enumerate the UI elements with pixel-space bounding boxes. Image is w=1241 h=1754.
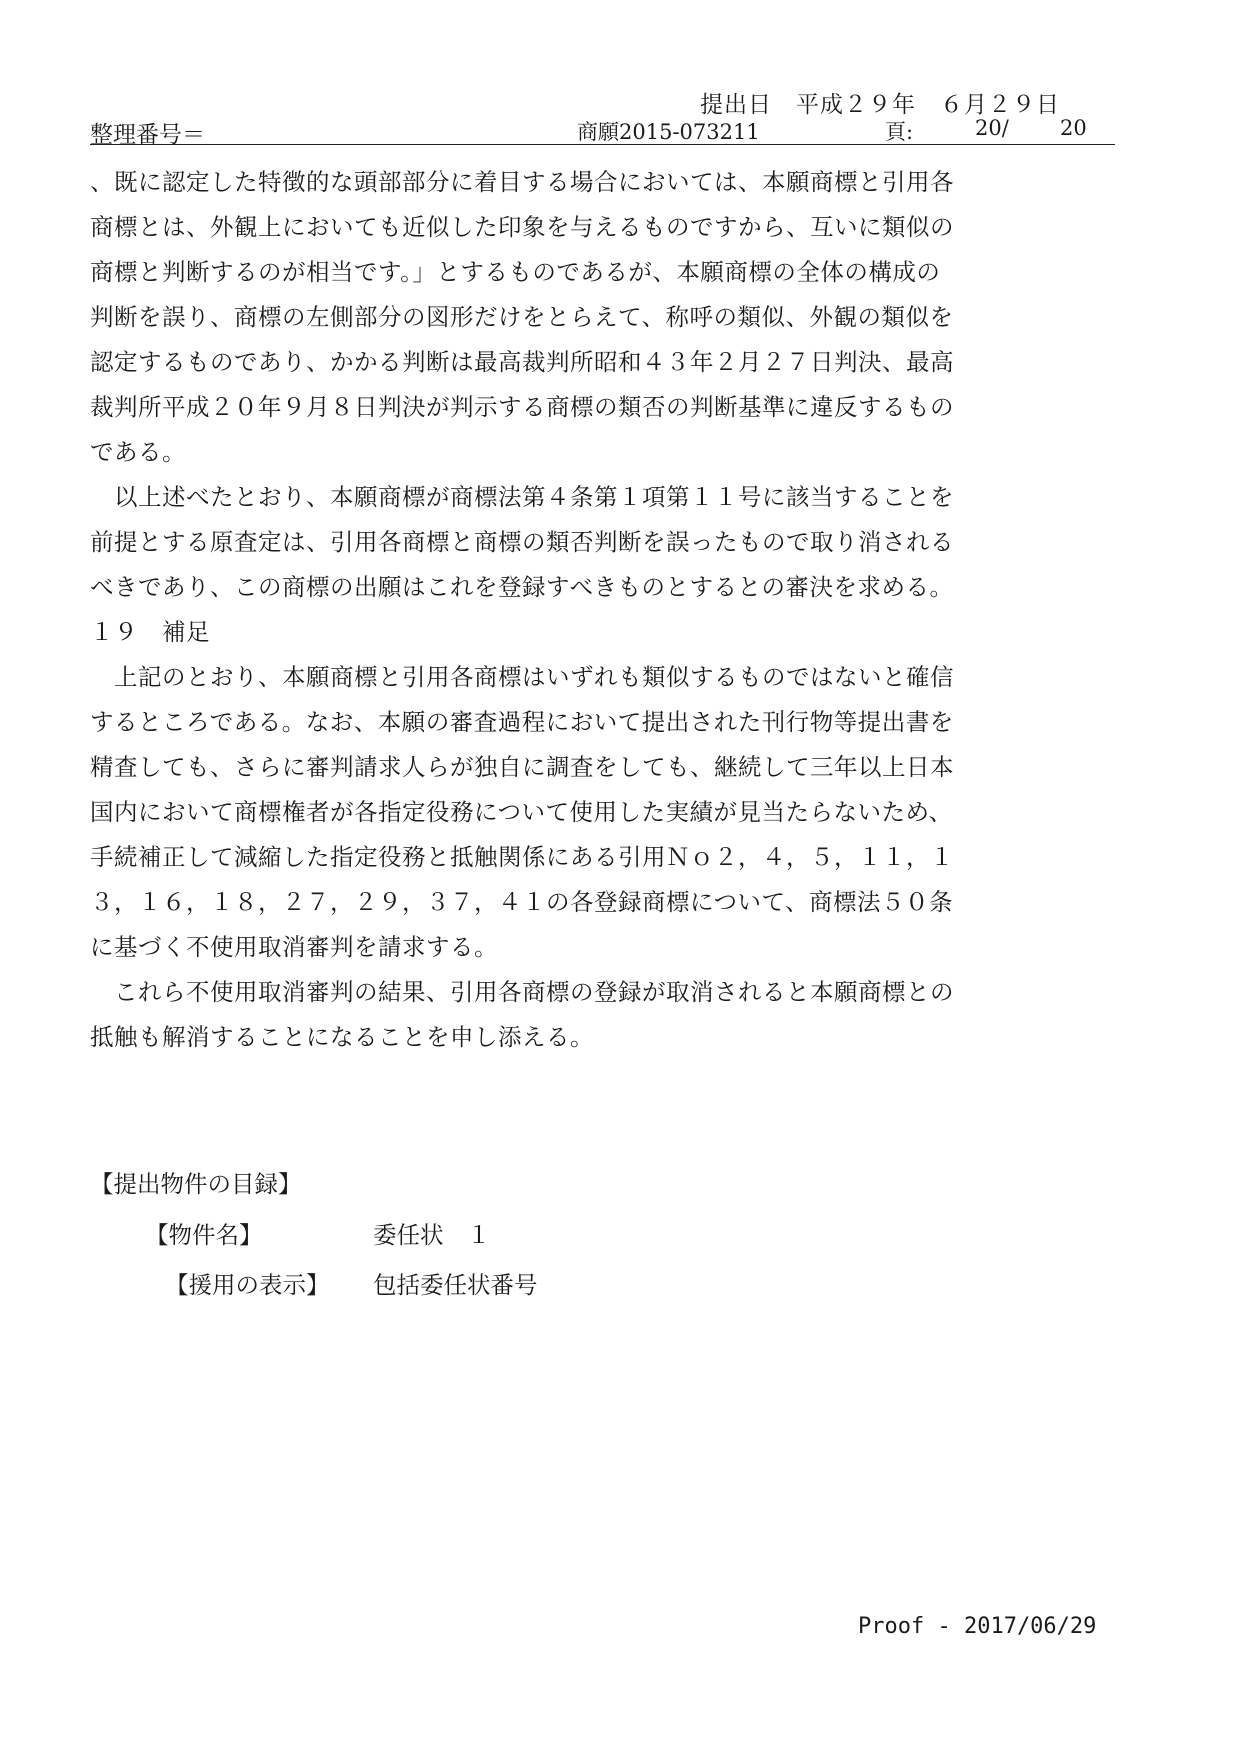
body-line: に基づく不使用取消審判を請求する。 [90, 933, 498, 961]
body-line: 判断を誤り、商標の左側部分の図形だけをとらえて、称呼の類似、外観の類似を [90, 303, 954, 331]
attachments-heading: 【提出物件の目録】 [90, 1170, 302, 1198]
body-line: 国内において商標権者が各指定役務について使用した実績が見当たらないため、 [90, 798, 953, 826]
body-line: 、既に認定した特徴的な頭部部分に着目する場合においては、本願商標と引用各 [90, 168, 954, 196]
proof-footer: Proof - 2017/06/29 [858, 1614, 1097, 1639]
body-line: 以上述べたとおり、本願商標が商標法第４条第１項第１１号に該当することを [90, 483, 954, 511]
page-current: 20/ [975, 116, 1009, 140]
item-name-label: 【物件名】 [145, 1221, 263, 1249]
body-line: 手続補正して減縮した指定役務と抵触関係にある引用Ｎｏ２，４，５，１１，１ [90, 843, 954, 871]
section-heading: １９ 補足 [90, 618, 210, 646]
reference-value: 包括委任状番号 [373, 1271, 538, 1299]
application-number: 商願2015-073211 [577, 120, 760, 144]
header-row [90, 116, 1115, 148]
page-label: 頁: [885, 120, 914, 144]
body-line: 商標とは、外観上においても近似した印象を与えるものですから、互いに類似の [90, 213, 954, 241]
body-line: 抵触も解消することになることを申し添える。 [90, 1023, 594, 1051]
body-line: するところである。なお、本願の審査過程において提出された刊行物等提出書を [90, 708, 954, 736]
body-line: 裁判所平成２０年９月８日判決が判示する商標の類否の判断基準に違反するもの [90, 393, 954, 421]
body-line: 商標と判断するのが相当です。」とするものであるが、本願商標の全体の構成の [90, 258, 941, 286]
body-line: べきであり、この商標の出願はこれを登録すべきものとするとの審決を求める。 [90, 573, 954, 601]
body-line: 精査しても、さらに審判請求人らが独自に調査をしても、継続して三年以上日本 [90, 753, 954, 781]
body-line: 認定するものであり、かかる判断は最高裁判所昭和４３年２月２７日判決、最高 [90, 348, 954, 376]
reference-label: 【援用の表示】 [165, 1271, 330, 1299]
attachment-reference [165, 1266, 538, 1300]
filing-date: 提出日 平成２９年 ６月２９日 [700, 92, 1060, 118]
body-line: 前提とする原査定は、引用各商標と商標の類否判断を誤ったもので取り消される [90, 528, 954, 556]
page-total: 20 [1060, 116, 1087, 140]
item-name-value: 委任状 １ [373, 1221, 491, 1249]
document-body [90, 160, 1020, 1060]
body-line: ３，１６，１８，２７，２９，３７，４１の各登録商標について、商標法５０条 [90, 888, 954, 916]
body-line: である。 [90, 438, 186, 466]
body-line: これら不使用取消審判の結果、引用各商標の登録が取消されると本願商標との [90, 978, 954, 1006]
body-line: 上記のとおり、本願商標と引用各商標はいずれも類似するものではないと確信 [90, 663, 954, 691]
attachment-item-name [145, 1216, 491, 1250]
reference-number-label: 整理番号＝ [90, 122, 205, 148]
